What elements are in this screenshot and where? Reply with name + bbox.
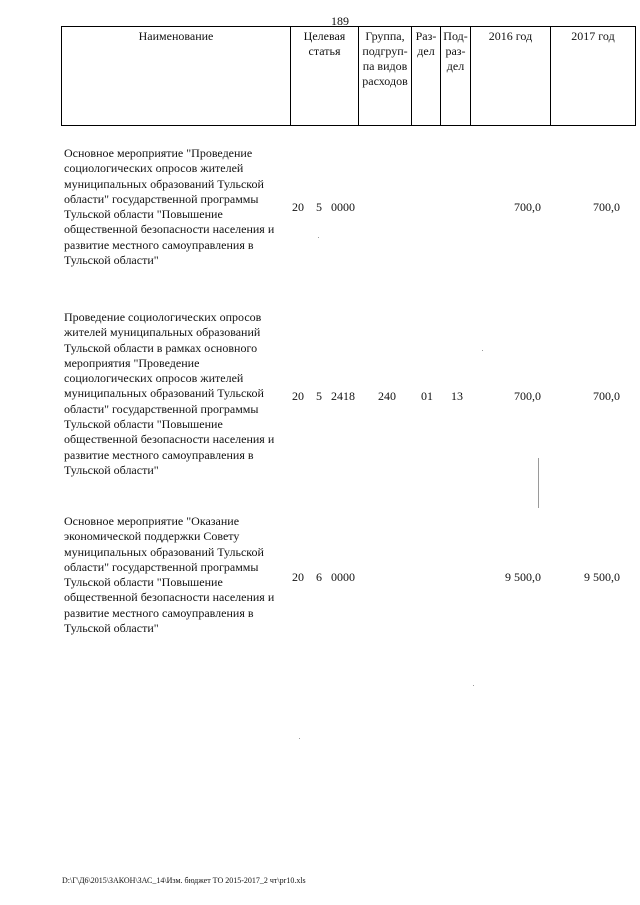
header-year-2016: 2016 год (471, 27, 551, 126)
code-direction: 0000 (331, 200, 355, 214)
table-header (61, 26, 636, 126)
value-2017: 700,0 (593, 200, 620, 214)
scan-speck (299, 738, 300, 739)
value-2016: 700,0 (514, 200, 541, 214)
code-direction: 2418 (331, 389, 355, 403)
header-target-article: Целевая статья (291, 27, 359, 126)
scan-speck (318, 237, 319, 238)
code-subprogram: 6 (316, 570, 322, 584)
value-2016: 700,0 (514, 389, 541, 403)
row-name: Основное мероприятие "Оказание экономической поддержки Совету муниципальных образований Тульской области" государственной программы Тульской области "Повышение общественной безопасности населения и развитие местного самоуправления в Тульской области" (64, 514, 275, 636)
code-program: 20 (292, 389, 304, 403)
header-group: Группа, подгруп-па видов расходов (359, 27, 412, 126)
page-number: 189 (331, 14, 349, 28)
header-year-2017: 2017 год (551, 27, 636, 126)
subsection-code: 13 (451, 389, 463, 403)
code-subprogram: 5 (316, 200, 322, 214)
file-path-footer: D:\Г\Д6\2015\ЗАКОН\ЗАС_14\Изм. бюджет ТО 2015-2017_2 чт\pr10.xls (62, 876, 306, 885)
code-program: 20 (292, 200, 304, 214)
value-2017: 9 500,0 (584, 570, 620, 584)
header-section: Раз-дел (412, 27, 441, 126)
header-name: Наименование (62, 27, 291, 126)
value-2017: 700,0 (593, 389, 620, 403)
scan-speck (538, 458, 539, 508)
scan-speck (482, 350, 483, 351)
code-program: 20 (292, 570, 304, 584)
scan-speck (473, 685, 474, 686)
row-name: Проведение социологических опросов жителей муниципальных образований Тульской области в рамках основного мероприятия "Проведение социологических опросов жителей муниципальных образований Тульской области" государственной программы Тульской области "Повышение общественной безопасности населения и развитие местного самоуправления в Тульской области" (64, 310, 275, 477)
section-code: 01 (421, 389, 433, 403)
row-name: Основное мероприятие "Проведение социологических опросов жителей муниципальных образований Тульской области" государственной программы Тульской области "Повышение общественной безопасности населения и развитие местного самоуправления в Тульской области" (64, 146, 275, 268)
header-subsection: Под-раз-дел (441, 27, 471, 126)
group-code: 240 (378, 389, 396, 403)
value-2016: 9 500,0 (505, 570, 541, 584)
code-direction: 0000 (331, 570, 355, 584)
code-subprogram: 5 (316, 389, 322, 403)
